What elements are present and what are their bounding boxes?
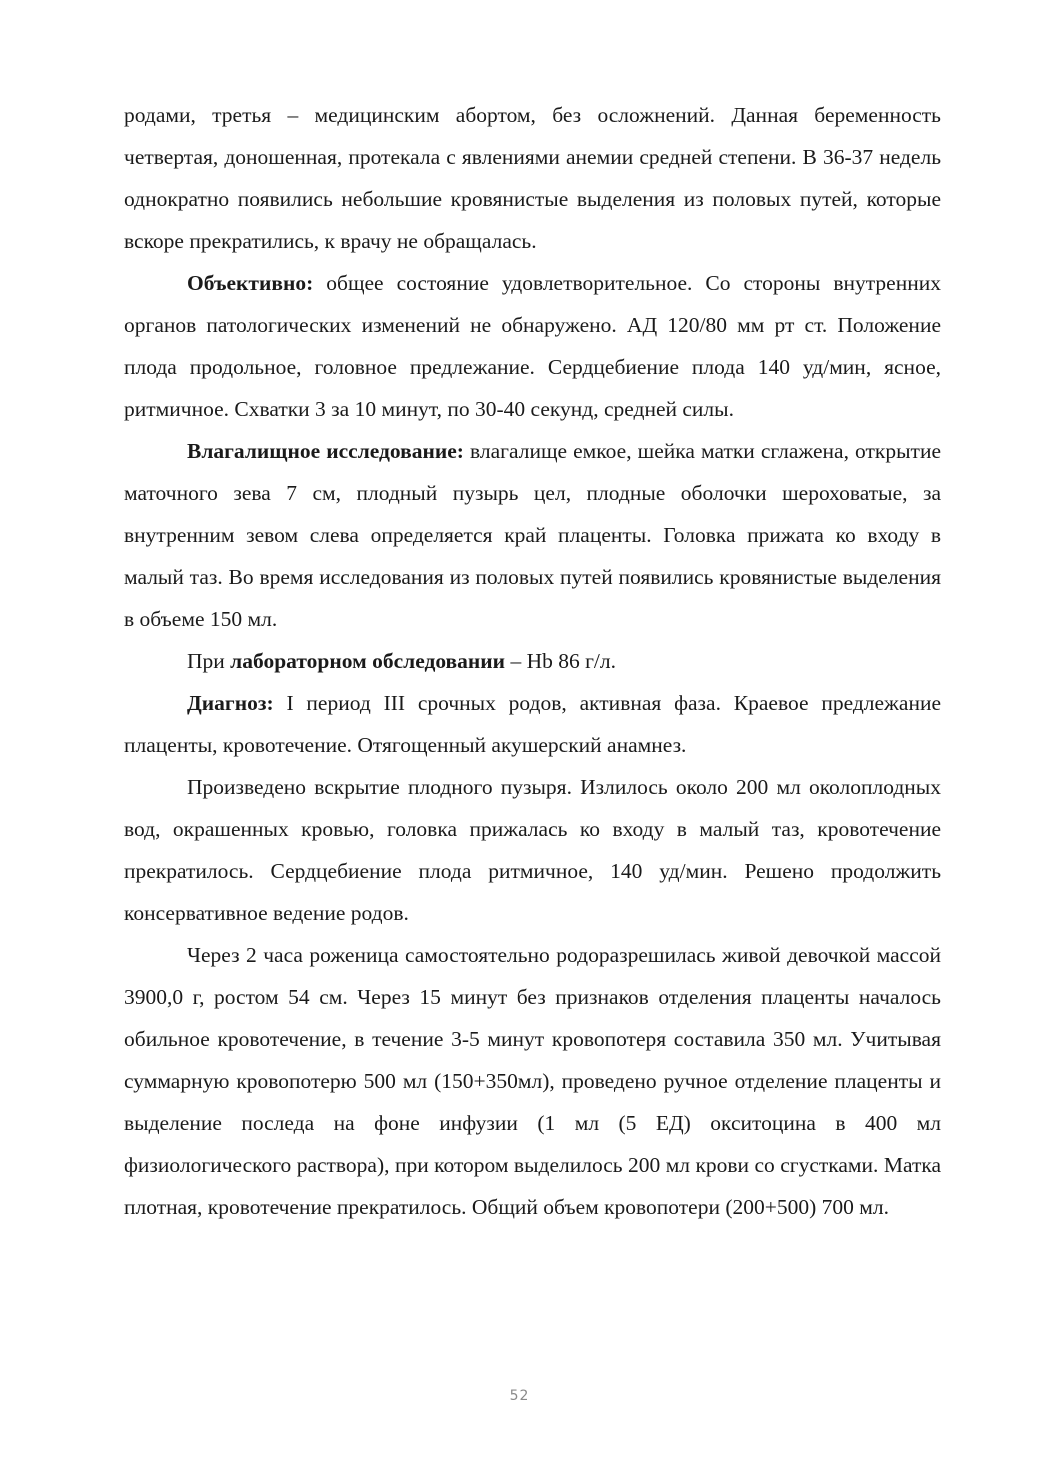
- paragraph-diagnosis: [124, 682, 941, 766]
- paragraph-text: – Hb 86 г/л.: [505, 649, 617, 673]
- page-number: 52: [509, 1388, 530, 1404]
- paragraph-text: Произведено вскрытие плодного пузыря. Излилось около 200 мл околоплодных вод, окрашенных кровью, головка прижалась ко входу в малый таз, кровотечение прекратилось. Сердцебиение плода ритмичное, 140 уд/мин. Решено продолжить консервативное ведение родов.: [124, 775, 941, 925]
- paragraph-text: родами, третья – медицинским абортом, без осложнений. Данная беременность четвертая, доношенная, протекала с явлениями анемии средней степени. В 36-37 недель однократно появились небольшие кровянистые выделения из половых путей, которые вскоре прекратились, к врачу не обращалась.: [124, 103, 941, 253]
- paragraph-vaginal-exam: [124, 430, 941, 640]
- paragraph-heading: Диагноз:: [187, 691, 274, 715]
- paragraph-lab: [124, 640, 941, 682]
- paragraph-heading: Влагалищное исследование:: [187, 439, 464, 463]
- paragraph-text: общее состояние удовлетворительное. Со стороны внутренних органов патологических изменений не обнаружено. АД 120/80 мм рт ст. Положение плода продольное, головное предлежание. Сердцебиение плода 140 уд/мин, ясное, ритмичное. Схватки 3 за 10 минут, по 30-40 секунд, средней силы.: [124, 271, 941, 421]
- paragraph-prefix: При: [187, 649, 231, 673]
- paragraph-heading: лабораторном обследовании: [230, 649, 506, 673]
- paragraph-text: I период III срочных родов, активная фаза. Краевое предлежание плаценты, кровотечение. Отягощенный акушерский анамнез.: [124, 691, 941, 757]
- paragraph-delivery: [124, 934, 941, 1228]
- paragraph-text: Через 2 часа роженица самостоятельно родоразрешилась живой девочкой массой 3900,0 г, ростом 54 см. Через 15 минут без признаков отделения плаценты началось обильное кровотечение, в течение 3-5 минут кровопотеря составила 350 мл. Учитывая суммарную кровопотерю 500 мл (150+350мл), проведено ручное отделение плаценты и выделение последа на фоне инфузии (1 мл (5 ЕД) окситоцина в 400 мл физиологического раствора), при котором выделилось 200 мл крови со сгустками. Матка плотная, кровотечение прекратилось. Общий объем кровопотери (200+500) 700 мл.: [124, 943, 941, 1219]
- paragraph-heading: Объективно:: [187, 271, 314, 295]
- paragraph-text: влагалище емкое, шейка матки сглажена, открытие маточного зева 7 см, плодный пузырь цел, плодные оболочки шероховатые, за внутренним зевом слева определяется край плаценты. Головка прижата ко входу в малый таз. Во время исследования из половых путей появились кровянистые выделения в объеме 150 мл.: [124, 439, 941, 631]
- document-body: [124, 94, 941, 1228]
- paragraph-objective: [124, 262, 941, 430]
- paragraph-history: [124, 94, 941, 262]
- paragraph-amniotomy: [124, 766, 941, 934]
